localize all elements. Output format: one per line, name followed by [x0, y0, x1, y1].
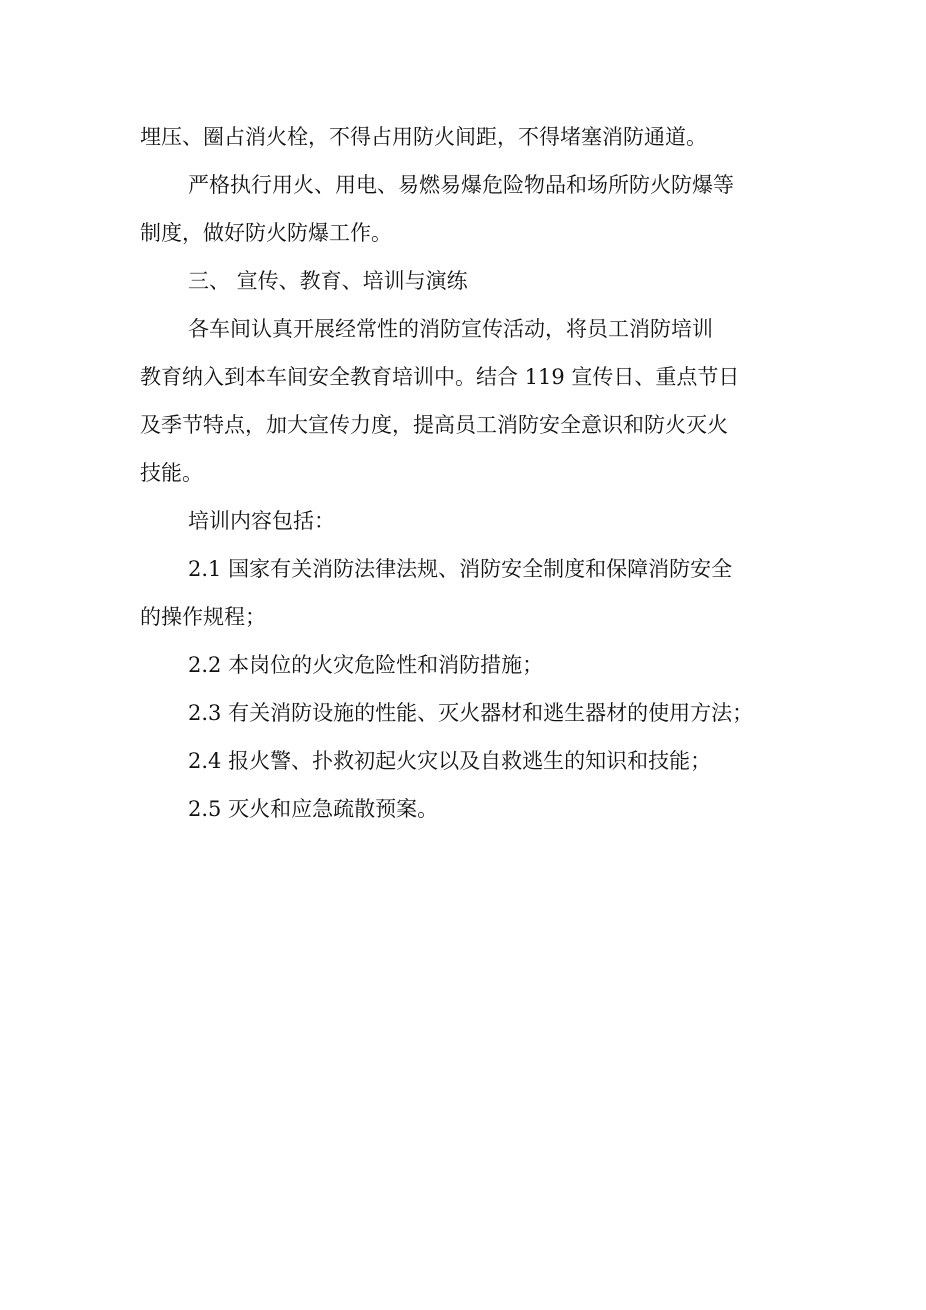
training-content-intro: 培训内容包括： — [188, 509, 335, 533]
text-line: 教育纳入到本车间安全教育培训中。结合 119 宣传日、重点节日 — [140, 365, 740, 389]
list-item-2-5: 2.5 灭火和应急疏散预案。 — [188, 797, 439, 821]
list-item-2-4: 2.4 报火警、扑救初起火灾以及自救逃生的知识和技能； — [188, 749, 712, 773]
list-item-2-3: 2.3 有关消防设施的性能、灭火器材和逃生器材的使用方法； — [188, 701, 754, 725]
text-line: 制度，做好防火防爆工作。 — [140, 221, 392, 245]
text-line: 及季节特点，加大宣传力度，提高员工消防安全意识和防火灭火 — [140, 413, 728, 437]
paragraph-fire-safety-rules: 严格执行用火、用电、易燃易爆危险物品和场所防火防爆等 — [188, 173, 734, 197]
list-item-2-2: 2.2 本岗位的火灾危险性和消防措施； — [188, 653, 544, 677]
section-heading-3: 三、 宣传、教育、培训与演练 — [188, 269, 468, 293]
text-line: 埋压、圈占消火栓，不得占用防火间距，不得堵塞消防通道。 — [140, 125, 707, 149]
document-body — [140, 113, 790, 833]
list-item-2-1: 2.1 国家有关消防法律法规、消防安全制度和保障消防安全 — [188, 557, 733, 581]
text-line: 的操作规程； — [140, 605, 266, 629]
text-line: 技能。 — [140, 461, 203, 485]
paragraph-publicity: 各车间认真开展经常性的消防宣传活动，将员工消防培训 — [188, 317, 713, 341]
